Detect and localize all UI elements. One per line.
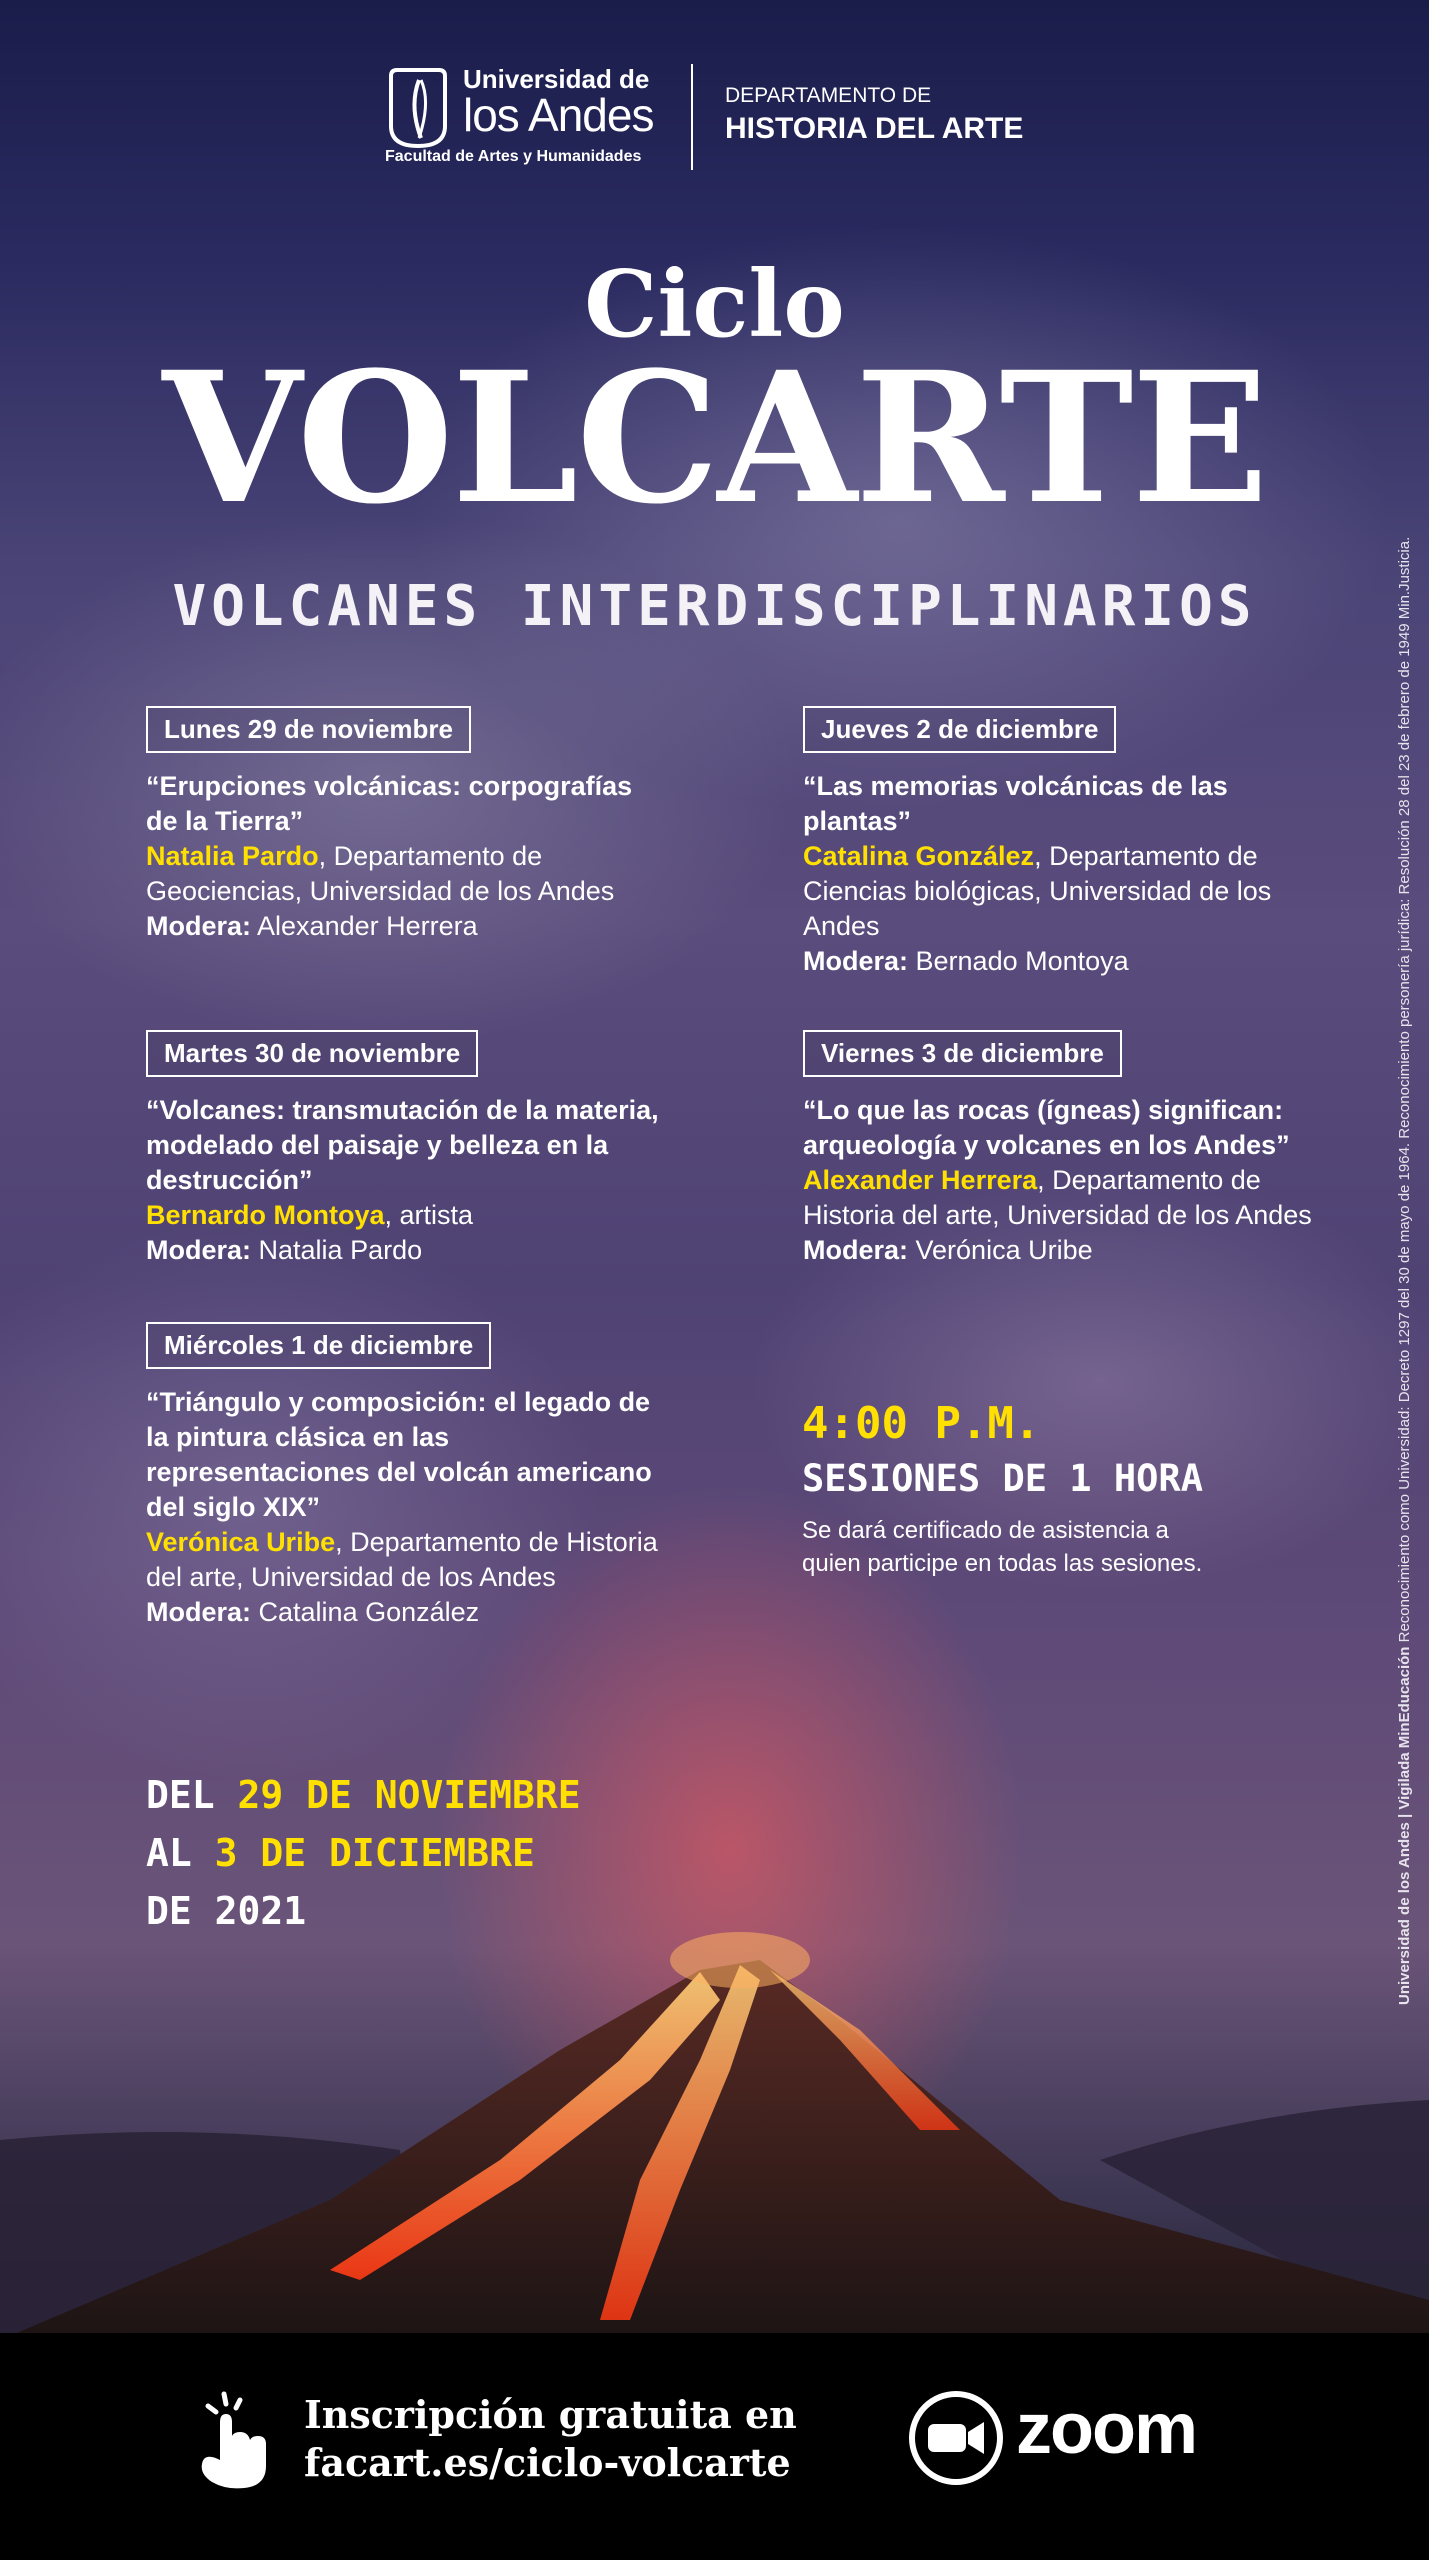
session-affiliation: , Departamento de Geociencias, Universidad de los Andes <box>146 841 615 906</box>
date-range-prefix: AL <box>146 1831 215 1875</box>
registration-url[interactable]: facart.es/ciclo-volcarte <box>304 2440 791 2485</box>
session-date: Viernes 3 de diciembre <box>803 1030 1122 1077</box>
session-speaker: Catalina González <box>803 841 1035 871</box>
session-speaker-line <box>803 1163 1323 1233</box>
session-affiliation: , Departamento de Ciencias biológicas, Universidad de los Andes <box>803 841 1272 941</box>
session-moderator: Catalina González <box>251 1597 480 1627</box>
session-speaker: Natalia Pardo <box>146 841 319 871</box>
session-card <box>146 1030 666 1268</box>
session-talk-title: “Las memorias volcánicas de las plantas” <box>803 771 1228 836</box>
university-logo-icon <box>385 66 451 150</box>
certificate-note: Se dará certificado de asistencia a quien participe en todas las sesiones. <box>802 1517 1203 1577</box>
session-date: Jueves 2 de diciembre <box>803 706 1116 753</box>
title-subtitle: VOLCANES INTERDISCIPLINARIOS <box>172 574 1257 639</box>
date-range-end: 3 DE DICIEMBRE <box>214 1831 535 1875</box>
session-moderator-line <box>803 944 1323 979</box>
university-name-line2: los Andes <box>463 89 654 141</box>
session-moderator: Verónica Uribe <box>908 1235 1093 1265</box>
session-speaker: Alexander Herrera <box>803 1165 1038 1195</box>
date-range-start: 29 DE NOVIEMBRE <box>237 1773 581 1817</box>
session-moderator-line <box>146 1595 666 1630</box>
session-talk-title: “Volcanes: transmutación de la materia, modelado del paisaje y belleza en la destrucción” <box>146 1095 659 1195</box>
date-range-line1 <box>146 1766 581 1824</box>
session-speaker-line <box>803 839 1323 944</box>
date-range-year: DE 2021 <box>146 1889 307 1933</box>
session-time: 4:00 P.M. <box>802 1398 1041 1449</box>
header-logo-block <box>385 60 1035 175</box>
session-moderator-line <box>146 909 666 944</box>
session-moderator: Natalia Pardo <box>251 1235 423 1265</box>
department-label: DEPARTAMENTO DE <box>725 84 932 107</box>
session-moderator: Bernado Montoya <box>908 946 1129 976</box>
legal-notice <box>1396 475 1413 2005</box>
session-moderator-line <box>146 1233 666 1268</box>
session-moderator: Alexander Herrera <box>251 911 478 941</box>
session-date: Martes 30 de noviembre <box>146 1030 478 1077</box>
zoom-logo-text: zoom <box>1016 2389 1196 2469</box>
date-range-line2 <box>146 1824 581 1882</box>
session-speaker-line <box>146 839 666 909</box>
session-speaker: Bernardo Montoya <box>146 1200 385 1230</box>
registration-text: Inscripción gratuita en <box>304 2392 797 2437</box>
moderator-label: Modera: <box>146 1235 252 1265</box>
session-moderator-line <box>803 1233 1323 1268</box>
session-affiliation: , artista <box>384 1200 474 1230</box>
legal-notice-text: Reconocimiento como Universidad: Decreto 1297 del 30 de mayo de 1964. Reconocimiento personería jurídica: Resolución 28 del 23 de febrero de 1949 Min.Justicia. <box>1396 536 1413 1647</box>
session-date: Miércoles 1 de diciembre <box>146 1322 491 1369</box>
title-ciclo: Ciclo <box>584 250 845 358</box>
session-date: Lunes 29 de noviembre <box>146 706 471 753</box>
legal-notice-bold: Universidad de los Andes | Vigilada MinEducación <box>1396 1646 1413 2005</box>
session-affiliation: , Departamento de Historia del arte, Universidad de los Andes <box>803 1165 1312 1230</box>
session-speaker-line <box>146 1198 666 1233</box>
department-name: HISTORIA DEL ARTE <box>725 112 1024 145</box>
session-affiliation: , Departamento de Historia del arte, Universidad de los Andes <box>146 1527 658 1592</box>
zoom-camera-icon <box>908 2390 1004 2486</box>
header-divider <box>691 64 693 170</box>
schedule-block <box>802 1398 1322 1580</box>
session-talk-title: “Triángulo y composición: el legado de la pintura clásica en las representaciones del volcán americano del siglo XIX” <box>146 1387 652 1522</box>
moderator-label: Modera: <box>146 1597 252 1627</box>
date-range-prefix: DEL <box>146 1773 238 1817</box>
university-name-line1: Universidad de <box>463 64 650 94</box>
session-card <box>146 706 666 944</box>
session-speaker: Verónica Uribe <box>146 1527 336 1557</box>
session-card <box>803 706 1323 979</box>
session-talk-title: “Lo que las rocas (ígneas) significan: arqueología y volcanes en los Andes” <box>803 1095 1290 1160</box>
session-duration: SESIONES DE 1 HORA <box>802 1457 1203 1500</box>
hand-tap-icon <box>194 2382 274 2490</box>
moderator-label: Modera: <box>803 946 909 976</box>
faculty-name: Facultad de Artes y Humanidades <box>385 148 642 165</box>
session-speaker-line <box>146 1525 666 1595</box>
title-volcarte: VOLCARTE <box>162 333 1267 544</box>
session-card <box>803 1030 1323 1268</box>
event-date-range <box>146 1766 581 1940</box>
session-talk-title: “Erupciones volcánicas: corpografías de la Tierra” <box>146 771 633 836</box>
moderator-label: Modera: <box>803 1235 909 1265</box>
session-card <box>146 1322 666 1630</box>
moderator-label: Modera: <box>146 911 252 941</box>
